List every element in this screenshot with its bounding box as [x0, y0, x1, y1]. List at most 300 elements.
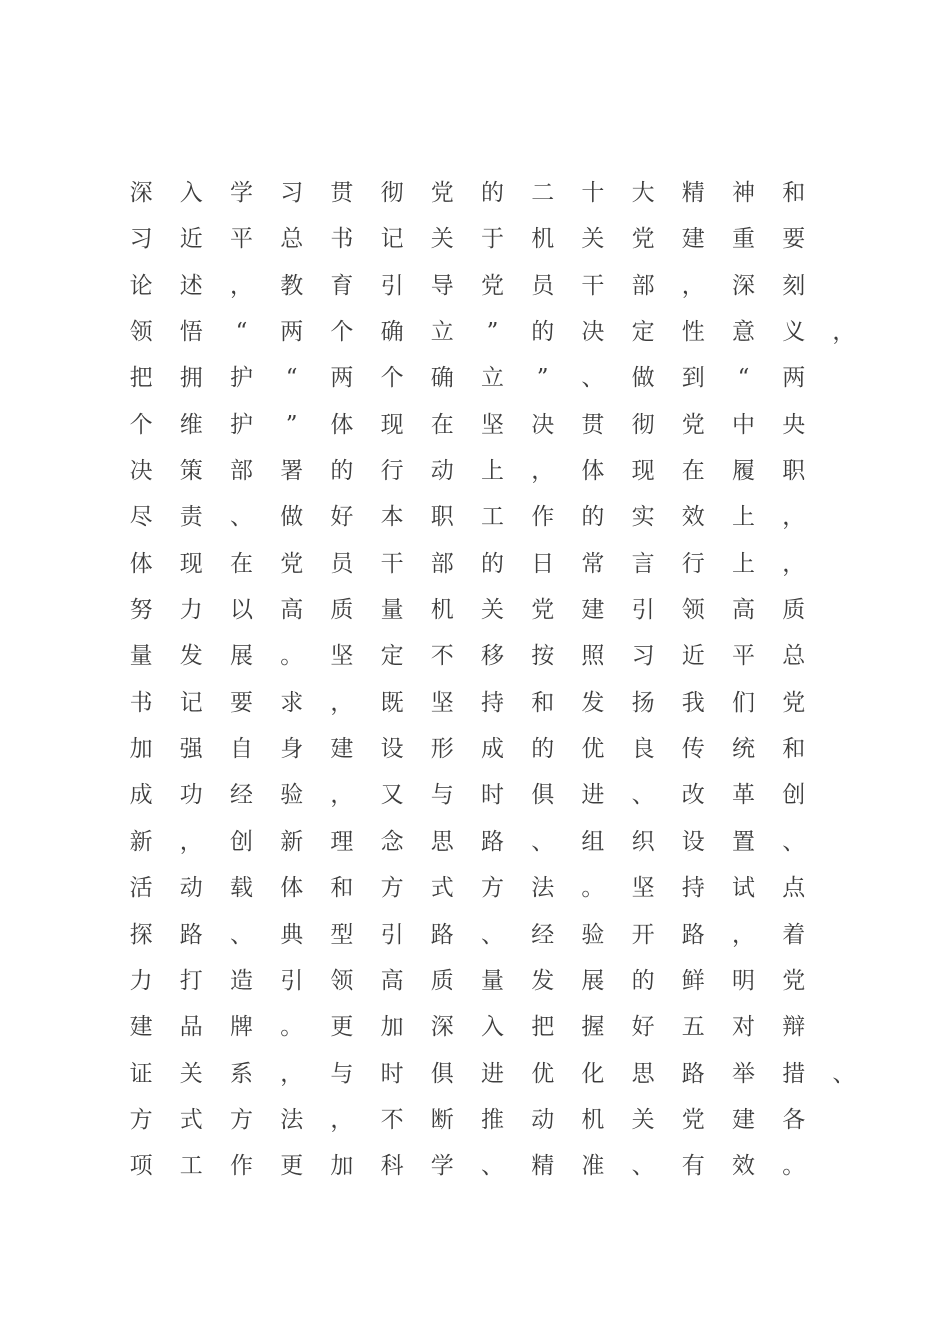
text-glyph: 党 [280, 550, 304, 577]
text-glyph: 和 [531, 689, 555, 716]
text-glyph: 自 [229, 736, 253, 763]
text-glyph: 干 [581, 272, 605, 299]
text-glyph: 验 [581, 921, 605, 948]
text-glyph: 关 [631, 1106, 655, 1133]
text-glyph: 习 [280, 180, 304, 206]
text-glyph: 建 [731, 1106, 755, 1133]
text-glyph: 高 [280, 597, 304, 624]
text-glyph: 路 [179, 921, 203, 948]
text-glyph: 俱 [531, 782, 555, 809]
text-glyph: 育 [330, 272, 354, 299]
text-glyph: ， [179, 828, 203, 855]
text-glyph: 又 [380, 782, 404, 809]
text-glyph: 部 [430, 550, 454, 577]
text-glyph: 持 [681, 875, 705, 902]
text-glyph: 书 [129, 689, 153, 716]
text-glyph: 贯 [581, 411, 605, 438]
text-glyph: 路 [681, 1060, 705, 1087]
text-glyph: 护 [229, 411, 253, 438]
text-glyph: 学 [430, 1153, 454, 1180]
text-glyph: 记 [179, 689, 203, 716]
text-glyph: 个 [129, 411, 153, 438]
text-glyph: 行 [681, 550, 705, 577]
text-glyph: 导 [430, 272, 454, 299]
text-glyph: 造 [229, 967, 253, 994]
text-glyph: 路 [430, 921, 454, 948]
text-glyph: 身 [280, 736, 304, 763]
text-glyph: 高 [731, 597, 755, 624]
text-glyph: 力 [129, 967, 153, 994]
text-glyph: 、 [531, 828, 555, 855]
text-glyph: 典 [280, 921, 304, 948]
text-glyph: 把 [531, 1014, 555, 1041]
text-glyph: 决 [531, 411, 555, 438]
text-glyph: 。 [581, 875, 605, 902]
text-glyph: 精 [681, 180, 705, 206]
text-glyph: 明 [731, 967, 755, 994]
text-glyph: 在 [229, 550, 253, 577]
text-glyph: 日 [531, 550, 555, 577]
text-glyph: ， [782, 504, 806, 531]
text-glyph: 二 [531, 180, 555, 206]
text-glyph: 的 [531, 736, 555, 763]
text-glyph: 我 [681, 689, 705, 716]
text-glyph: 党 [430, 180, 454, 206]
text-glyph: 的 [330, 458, 354, 485]
text-glyph: 党 [531, 597, 555, 624]
text-glyph: 总 [280, 226, 304, 253]
text-glyph: 、 [229, 921, 253, 948]
text-glyph: 设 [681, 828, 705, 855]
text-glyph: 的 [531, 319, 555, 346]
text-glyph: “ [285, 365, 298, 392]
text-glyph: 量 [480, 967, 504, 994]
text-glyph: 。 [280, 643, 304, 670]
text-glyph: 员 [330, 550, 354, 577]
text-glyph: 个 [330, 319, 354, 346]
text-glyph: 领 [330, 967, 354, 994]
text-glyph: 化 [581, 1060, 605, 1087]
text-glyph: 建 [330, 736, 354, 763]
text-glyph: 、 [631, 1153, 655, 1180]
text-glyph: 近 [681, 643, 705, 670]
text-glyph: 深 [430, 1014, 454, 1041]
text-glyph: 做 [631, 365, 655, 392]
text-glyph: 个 [380, 365, 404, 392]
text-glyph: 近 [179, 226, 203, 253]
text-glyph: 意 [731, 319, 755, 346]
text-glyph: 优 [531, 1060, 555, 1087]
text-glyph: 思 [631, 1060, 655, 1087]
text-glyph: 载 [229, 875, 253, 902]
text-glyph: 准 [581, 1153, 605, 1180]
text-glyph: 平 [229, 226, 253, 253]
text-glyph: 置 [731, 828, 755, 855]
text-glyph: 在 [681, 458, 705, 485]
text-glyph: 立 [430, 319, 454, 346]
text-glyph: 质 [330, 597, 354, 624]
text-glyph: 质 [782, 597, 806, 624]
text-glyph: 成 [480, 736, 504, 763]
text-glyph: 握 [581, 1014, 605, 1041]
text-glyph: 求 [280, 689, 304, 716]
text-glyph: 领 [681, 597, 705, 624]
text-glyph: 思 [430, 828, 454, 855]
text-glyph: 央 [782, 411, 806, 438]
text-glyph: 书 [330, 226, 354, 253]
text-glyph: “ [737, 365, 750, 392]
text-glyph: 形 [430, 736, 454, 763]
text-glyph: ， [330, 1106, 354, 1133]
text-glyph: 方 [229, 1106, 253, 1133]
text-glyph: 力 [179, 597, 203, 624]
text-glyph: 言 [631, 550, 655, 577]
text-glyph: ” [486, 319, 499, 346]
text-glyph: 习 [631, 643, 655, 670]
text-glyph: 照 [581, 643, 605, 670]
text-glyph: 项 [129, 1153, 153, 1180]
text-glyph: 时 [380, 1060, 404, 1087]
text-glyph: 定 [631, 319, 655, 346]
text-glyph: 打 [179, 967, 203, 994]
text-glyph: 不 [380, 1106, 404, 1133]
text-glyph: 加 [129, 736, 153, 763]
text-glyph: 党 [681, 411, 705, 438]
text-glyph: 鲜 [681, 967, 705, 994]
text-glyph: 以 [229, 597, 253, 624]
text-glyph: 性 [681, 319, 705, 346]
text-glyph: 、 [631, 782, 655, 809]
text-glyph: 悟 [179, 319, 203, 346]
text-glyph: 述 [179, 272, 203, 299]
text-glyph: 在 [430, 411, 454, 438]
text-glyph: 精 [531, 1153, 555, 1180]
text-glyph: 动 [531, 1106, 555, 1133]
text-glyph: 机 [581, 1106, 605, 1133]
text-glyph: 们 [731, 689, 755, 716]
text-glyph: 尽 [129, 504, 153, 531]
text-glyph: 大 [631, 180, 655, 206]
text-glyph: 维 [179, 411, 203, 438]
text-glyph: 上 [480, 458, 504, 485]
text-glyph: 党 [480, 272, 504, 299]
text-glyph: 贯 [330, 180, 354, 206]
text-glyph: 不 [430, 643, 454, 670]
text-glyph: 坚 [631, 875, 655, 902]
text-glyph: 、 [832, 1060, 856, 1087]
text-glyph: 关 [480, 597, 504, 624]
text-glyph: 与 [330, 1060, 354, 1087]
text-glyph: 良 [631, 736, 655, 763]
text-glyph: 更 [280, 1153, 304, 1180]
text-glyph: 加 [380, 1014, 404, 1041]
text-glyph: 和 [330, 875, 354, 902]
text-glyph: 传 [681, 736, 705, 763]
text-glyph: 署 [280, 458, 304, 485]
text-glyph: 的 [631, 967, 655, 994]
text-glyph: 建 [681, 226, 705, 253]
text-glyph: “ [235, 319, 248, 346]
text-glyph: 创 [229, 828, 253, 855]
text-glyph: 机 [531, 226, 555, 253]
text-glyph: 探 [129, 921, 153, 948]
text-glyph: 现 [380, 411, 404, 438]
text-glyph: 到 [681, 365, 705, 392]
text-glyph: 时 [480, 782, 504, 809]
text-glyph: 验 [280, 782, 304, 809]
text-glyph: 、 [229, 504, 253, 531]
text-glyph: 现 [179, 550, 203, 577]
text-glyph: 效 [681, 504, 705, 531]
text-glyph: 方 [129, 1106, 153, 1133]
text-glyph: 和 [782, 736, 806, 763]
text-glyph: 措 [782, 1060, 806, 1087]
text-glyph: 工 [480, 504, 504, 531]
text-glyph: 有 [681, 1153, 705, 1180]
text-glyph: 教 [280, 272, 304, 299]
text-glyph: 总 [782, 643, 806, 670]
text-glyph: 扬 [631, 689, 655, 716]
text-glyph: 领 [129, 319, 153, 346]
text-glyph: ” [536, 365, 549, 392]
text-glyph: 革 [731, 782, 755, 809]
text-glyph: 动 [179, 875, 203, 902]
text-glyph: 作 [229, 1153, 253, 1180]
text-glyph: 进 [480, 1060, 504, 1087]
text-glyph: 职 [430, 504, 454, 531]
text-glyph: 系 [229, 1060, 253, 1087]
text-glyph: ， [681, 272, 705, 299]
text-glyph: 、 [581, 365, 605, 392]
text-glyph: 引 [380, 921, 404, 948]
text-glyph: 部 [229, 458, 253, 485]
text-glyph: 党 [631, 226, 655, 253]
text-glyph: 经 [531, 921, 555, 948]
text-glyph: 举 [731, 1060, 755, 1087]
text-glyph: 论 [129, 272, 153, 299]
text-glyph: 的 [480, 180, 504, 206]
text-glyph: 党 [782, 967, 806, 994]
text-glyph: 要 [782, 226, 806, 253]
text-glyph: 记 [380, 226, 404, 253]
text-glyph: ， [330, 689, 354, 716]
text-glyph: 开 [631, 921, 655, 948]
text-glyph: 十 [581, 180, 605, 206]
text-glyph: 展 [229, 643, 253, 670]
text-glyph: 定 [380, 643, 404, 670]
text-glyph: 和 [782, 180, 806, 206]
text-glyph: 科 [380, 1153, 404, 1180]
text-glyph: 量 [129, 643, 153, 670]
text-glyph: 辩 [782, 1014, 806, 1041]
text-glyph: 本 [380, 504, 404, 531]
text-glyph: 创 [782, 782, 806, 809]
text-glyph: 把 [129, 365, 153, 392]
text-glyph: 按 [531, 643, 555, 670]
text-glyph: 持 [480, 689, 504, 716]
text-glyph: 推 [480, 1106, 504, 1133]
text-glyph: 式 [430, 875, 454, 902]
text-glyph: 断 [430, 1106, 454, 1133]
text-glyph: 工 [179, 1153, 203, 1180]
text-glyph: 深 [731, 272, 755, 299]
text-glyph: 理 [330, 828, 354, 855]
text-glyph: 策 [179, 458, 203, 485]
text-glyph: 对 [731, 1014, 755, 1041]
text-glyph: 党 [681, 1106, 705, 1133]
text-glyph: 更 [330, 1014, 354, 1041]
text-glyph: 组 [581, 828, 605, 855]
text-glyph: 做 [280, 504, 304, 531]
text-glyph: 护 [229, 365, 253, 392]
text-glyph: 党 [782, 689, 806, 716]
text-glyph: 、 [480, 921, 504, 948]
text-glyph: 量 [380, 597, 404, 624]
text-glyph: 新 [280, 828, 304, 855]
text-glyph: 拥 [179, 365, 203, 392]
text-glyph: 念 [380, 828, 404, 855]
text-glyph: 加 [330, 1153, 354, 1180]
text-glyph: 两 [280, 319, 304, 346]
text-glyph: 行 [380, 458, 404, 485]
text-glyph: 坚 [330, 643, 354, 670]
text-glyph: 活 [129, 875, 153, 902]
text-glyph: 强 [179, 736, 203, 763]
text-glyph: 经 [229, 782, 253, 809]
text-glyph: 、 [782, 828, 806, 855]
text-glyph: 型 [330, 921, 354, 948]
text-glyph: 质 [430, 967, 454, 994]
text-glyph: 关 [179, 1060, 203, 1087]
text-glyph: 引 [380, 272, 404, 299]
text-glyph: 体 [129, 550, 153, 577]
text-glyph: 入 [480, 1014, 504, 1041]
text-glyph: 移 [480, 643, 504, 670]
text-glyph: 坚 [480, 411, 504, 438]
text-glyph: 决 [581, 319, 605, 346]
text-glyph: 义 [782, 319, 806, 346]
text-glyph: 织 [631, 828, 655, 855]
text-glyph: 于 [480, 226, 504, 253]
text-glyph: 入 [179, 180, 203, 206]
text-glyph: 点 [782, 875, 806, 902]
text-glyph: 方 [480, 875, 504, 902]
text-glyph: 建 [581, 597, 605, 624]
text-glyph: 履 [731, 458, 755, 485]
text-glyph: 刻 [782, 272, 806, 299]
text-glyph: 路 [681, 921, 705, 948]
text-glyph: 路 [480, 828, 504, 855]
text-glyph: ， [531, 458, 555, 485]
text-glyph: ， [280, 1060, 304, 1087]
text-glyph: 。 [280, 1014, 304, 1041]
text-glyph: 神 [731, 180, 755, 206]
text-glyph: 进 [581, 782, 605, 809]
text-glyph: 学 [229, 180, 253, 206]
text-glyph: 干 [380, 550, 404, 577]
text-glyph: 平 [731, 643, 755, 670]
text-glyph: 深 [129, 180, 153, 206]
text-glyph: 展 [581, 967, 605, 994]
text-glyph: 体 [280, 875, 304, 902]
text-glyph: 俱 [430, 1060, 454, 1087]
text-glyph: 试 [731, 875, 755, 902]
text-glyph: 好 [330, 504, 354, 531]
text-glyph: 优 [581, 736, 605, 763]
text-glyph: 牌 [229, 1014, 253, 1041]
text-glyph: 两 [782, 365, 806, 392]
text-glyph: 建 [129, 1014, 153, 1041]
text-glyph: 、 [480, 1153, 504, 1180]
text-glyph: 引 [280, 967, 304, 994]
text-glyph: 。 [782, 1153, 806, 1180]
text-glyph: 彻 [380, 180, 404, 206]
text-glyph: 发 [179, 643, 203, 670]
text-glyph: 动 [430, 458, 454, 485]
text-glyph: 责 [179, 504, 203, 531]
text-glyph: 方 [380, 875, 404, 902]
text-glyph: ， [832, 319, 856, 346]
text-glyph: 体 [330, 411, 354, 438]
text-glyph: 立 [480, 365, 504, 392]
text-glyph: 各 [782, 1106, 806, 1133]
text-glyph: 机 [430, 597, 454, 624]
text-glyph: 重 [731, 226, 755, 253]
text-glyph: 发 [581, 689, 605, 716]
text-glyph: ， [731, 921, 755, 948]
text-glyph: ” [285, 411, 298, 438]
text-glyph: 式 [179, 1106, 203, 1133]
text-glyph: 高 [380, 967, 404, 994]
text-glyph: 现 [631, 458, 655, 485]
text-glyph: ， [782, 550, 806, 577]
text-glyph: 实 [631, 504, 655, 531]
text-glyph: 的 [581, 504, 605, 531]
text-glyph: 功 [179, 782, 203, 809]
text-glyph: 法 [280, 1106, 304, 1133]
text-glyph: 着 [782, 921, 806, 948]
text-glyph: 上 [731, 550, 755, 577]
text-glyph: 改 [681, 782, 705, 809]
text-glyph: 法 [531, 875, 555, 902]
text-glyph: 证 [129, 1060, 153, 1087]
text-glyph: 努 [129, 597, 153, 624]
text-glyph: 新 [129, 828, 153, 855]
text-glyph: 确 [380, 319, 404, 346]
text-glyph: 坚 [430, 689, 454, 716]
text-glyph: 确 [430, 365, 454, 392]
text-glyph: 上 [731, 504, 755, 531]
text-glyph: 引 [631, 597, 655, 624]
text-glyph: 习 [129, 226, 153, 253]
text-glyph: 五 [681, 1014, 705, 1041]
text-glyph: 发 [531, 967, 555, 994]
text-glyph: 成 [129, 782, 153, 809]
text-glyph: 统 [731, 736, 755, 763]
text-glyph: 好 [631, 1014, 655, 1041]
text-glyph: 关 [430, 226, 454, 253]
text-glyph: 既 [380, 689, 404, 716]
text-glyph: 与 [430, 782, 454, 809]
text-glyph: 的 [480, 550, 504, 577]
text-glyph: 品 [179, 1014, 203, 1041]
text-glyph: 设 [380, 736, 404, 763]
text-glyph: 职 [782, 458, 806, 485]
text-glyph: ， [330, 782, 354, 809]
text-glyph: 彻 [631, 411, 655, 438]
text-glyph: 体 [581, 458, 605, 485]
text-glyph: 部 [631, 272, 655, 299]
